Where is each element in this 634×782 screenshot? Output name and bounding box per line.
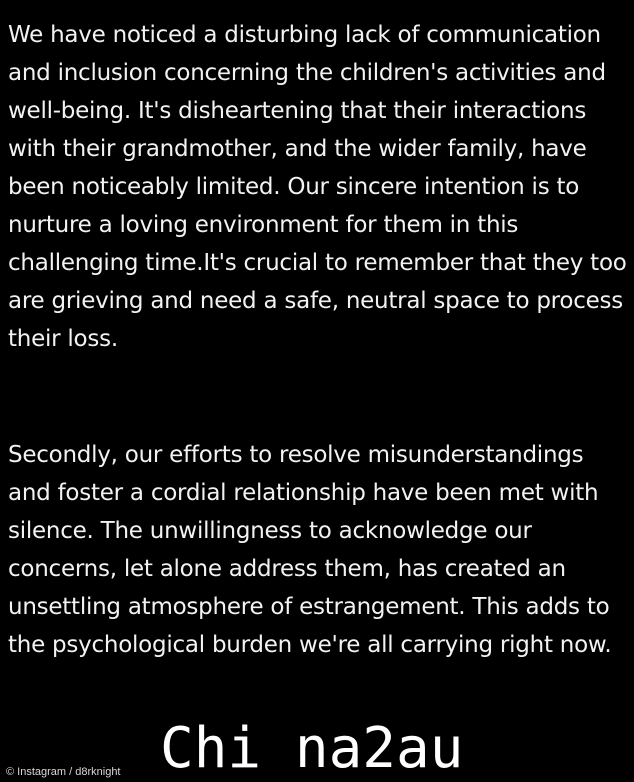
post-paragraph-2: Secondly, our efforts to resolve misunderstandings and foster a cordial relationship have been met with silence. The unwillingness to acknowledge our concerns, let alone address them, has created an unsettling atmosphere of estrangement. This adds to the psychological burden we're all carrying right now. [8,442,612,658]
post-paragraph-1: We have noticed a disturbing lack of communication and inclusion concerning the children's activities and well-being. It's disheartening that their interactions with their grandmother, and the wider family, have been noticeably limited. Our sincere intention is to nurture a loving environment for them in this challenging time.It's crucial to remember that they too are grieving and need a safe, neutral space to process their loss. [8,22,627,352]
watermark: Chi na2au [160,716,464,781]
image-credit: © Instagram / d8rknight [6,766,121,778]
